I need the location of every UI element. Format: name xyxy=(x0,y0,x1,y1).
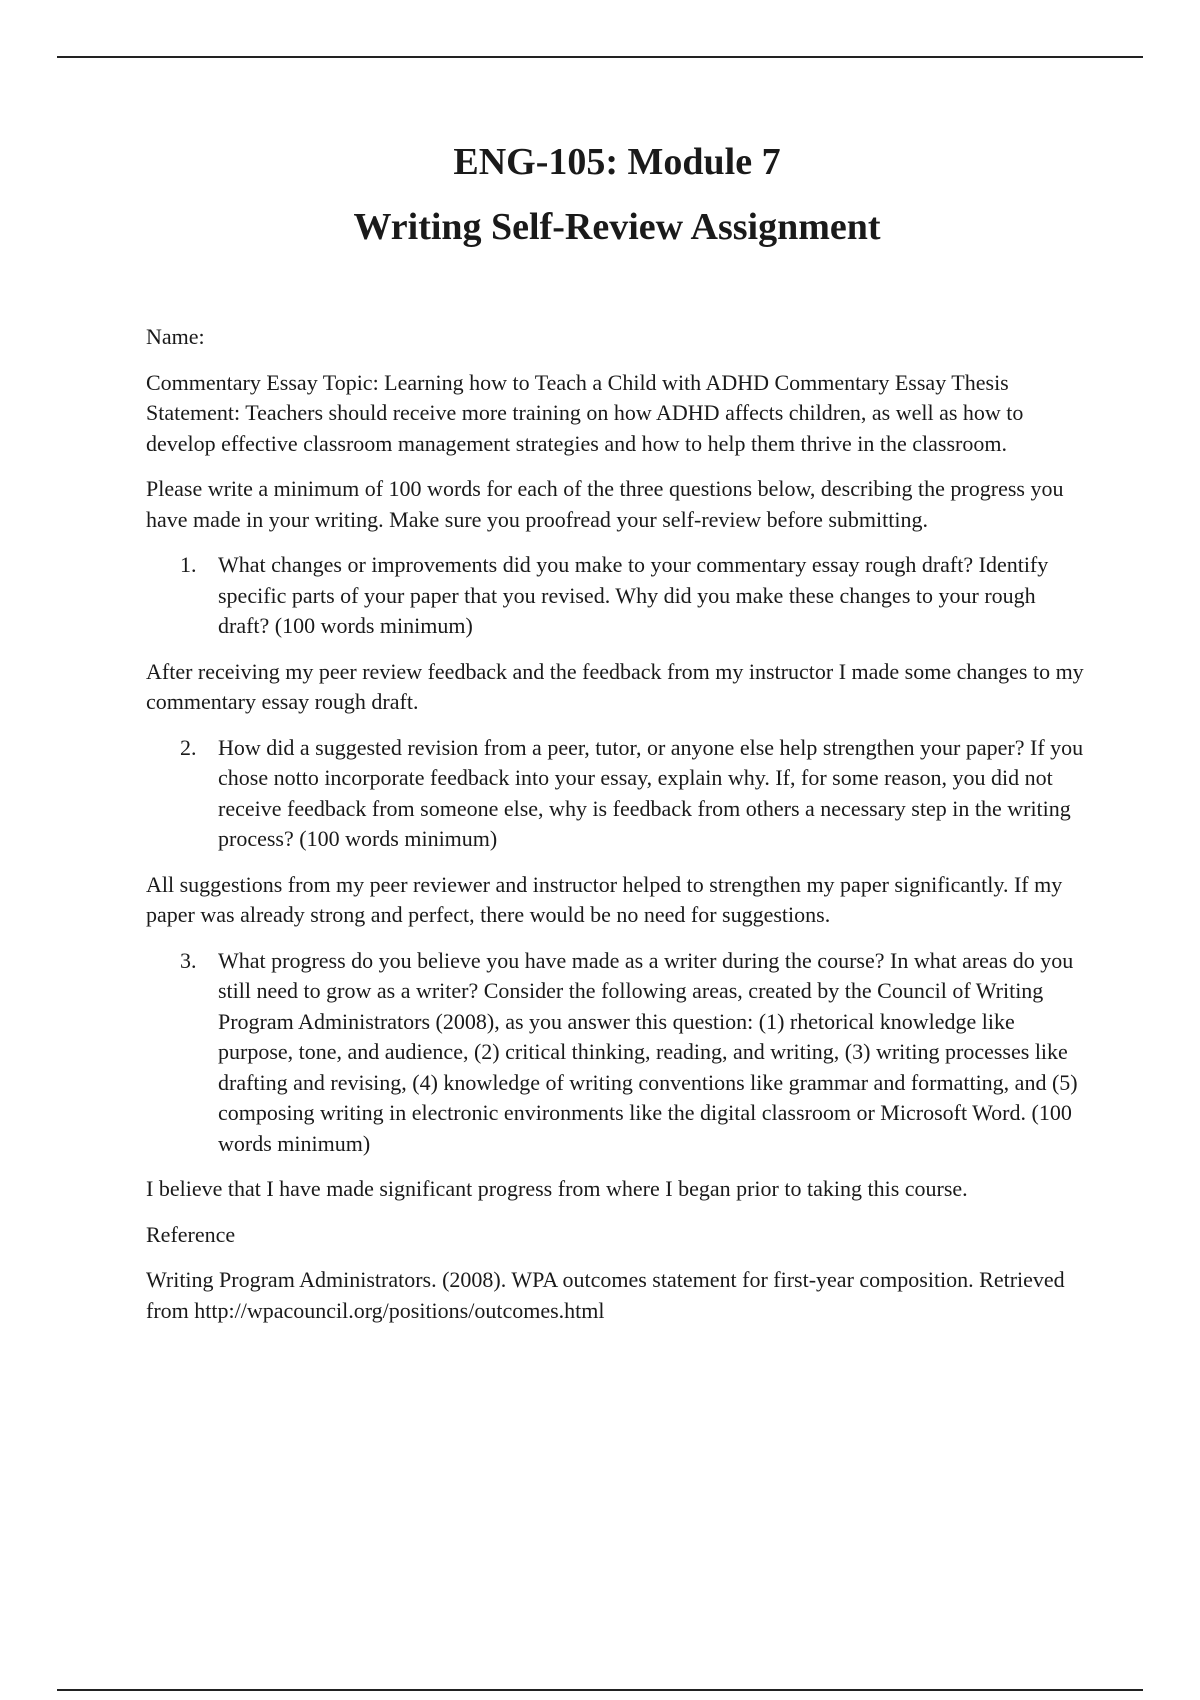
answer-2: All suggestions from my peer reviewer and instructor helped to strengthen my paper significantly. If my paper was already strong and perfect, there would be no need for suggestions. xyxy=(146,871,1063,927)
question-1 xyxy=(146,550,1090,642)
reference-citation xyxy=(146,1265,1090,1326)
answer-3: I believe that I have made significant progress from where I began prior to taking this course. xyxy=(146,1176,968,1201)
document-body xyxy=(146,322,1090,1341)
reference-heading: Reference xyxy=(146,1221,236,1247)
question-text: What progress do you believe you have made as a writer during the course? In what areas do you still need to grow as a writer? Consider the following areas, created by the Council of Writing Program Administrators (2008), as you answer this question: (1) rhetorical knowledge like purpose, tone, and audience, (2) critical thinking, reading, and writing, (3) writing processes like drafting and revising, (4) knowledge of writing conventions like grammar and formatting, and (5) composing writing in electronic environments like the digital classroom or Microsoft Word. (100 words minimum) xyxy=(218,947,1078,1156)
citation-text: Writing Program Administrators. (2008). WPA outcomes statement for first-year composition. Retrieved from xyxy=(146,1267,1065,1323)
question-text: How did a suggested revision from a peer, tutor, or anyone else help strengthen your paper? If you chose notto incorporate feedback into your essay, explain why. If, for some reason, you did not receive feedback from someone else, why is feedback from others a necessary step in the writing process? (100 words minimum) xyxy=(218,734,1084,851)
name-label: Name: xyxy=(146,324,205,349)
top-rule xyxy=(57,56,1143,58)
reference-url-link[interactable]: http://wpacouncil.org/positions/outcomes.html xyxy=(194,1297,605,1323)
title-assignment-name: Writing Self-Review Assignment xyxy=(353,206,881,248)
question-2 xyxy=(146,733,1090,855)
question-3 xyxy=(146,946,1090,1160)
title-course-module: ENG-105: Module 7 xyxy=(453,141,781,183)
question-number: 1. xyxy=(180,552,197,577)
instructions-paragraph: Please write a minimum of 100 words for each of the three questions below, describing the progress you have made in your writing. Make sure you proofread your self-review before submitting. xyxy=(146,476,1064,532)
question-text: What changes or improvements did you make to your commentary essay rough draft? Identify specific parts of your paper that you revised. Why did you make these changes to your rough draft? (100 words minimum) xyxy=(218,552,1049,638)
document-title xyxy=(0,142,1200,247)
answer-1: After receiving my peer review feedback and the feedback from my instructor I made some changes to my commentary essay rough draft. xyxy=(146,658,1084,714)
question-number: 3. xyxy=(180,947,197,973)
bottom-rule xyxy=(57,1689,1143,1691)
question-number: 2. xyxy=(180,734,197,760)
topic-paragraph: Commentary Essay Topic: Learning how to Teach a Child with ADHD Commentary Essay Thesis Statement: Teachers should receive more training on how ADHD affects children, as well as how to develop effective classroom management strategies and how to help them thrive in the classroom. xyxy=(146,369,1024,456)
